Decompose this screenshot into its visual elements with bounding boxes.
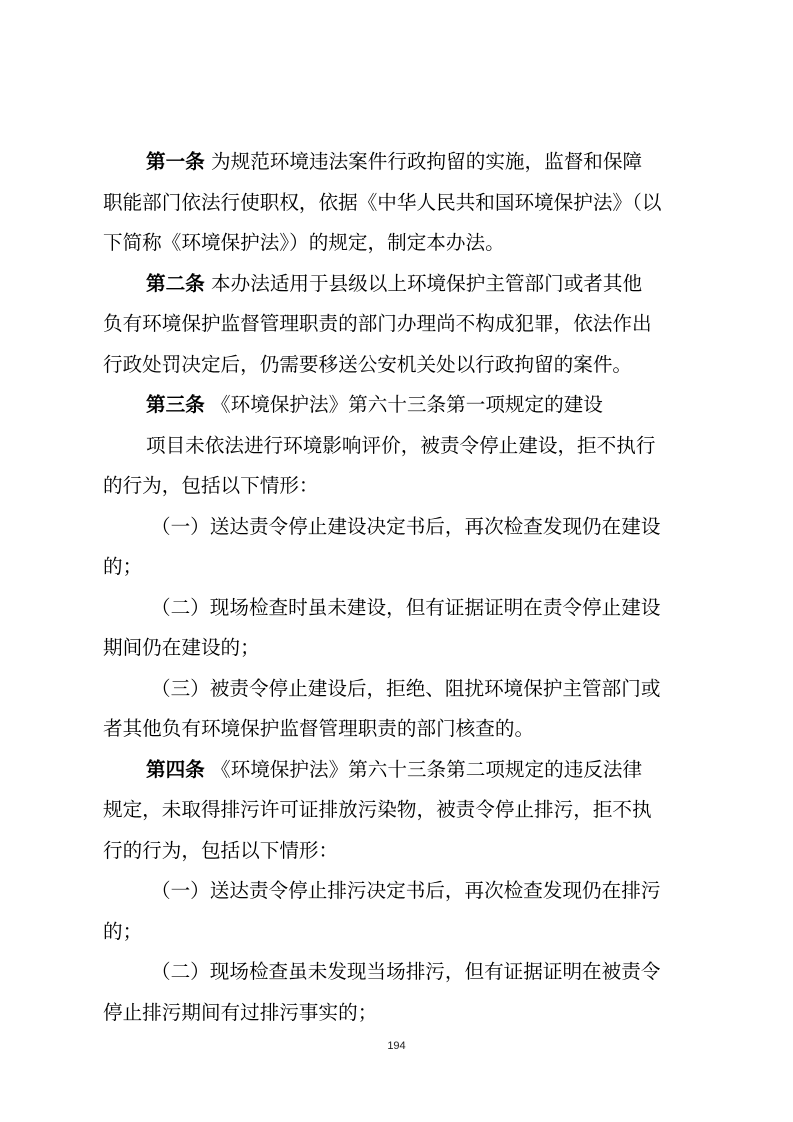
article-4-item-2-line-2 bbox=[103, 993, 695, 1034]
paragraph-text: 《环境保护法》第六十三条第一项规定的建设 bbox=[204, 393, 603, 416]
article-3-line-2 bbox=[103, 426, 695, 467]
article-3-item-1-line-1 bbox=[103, 507, 695, 548]
article-3-item-3-line-2 bbox=[103, 709, 695, 750]
article-heading: 第二条 bbox=[146, 271, 205, 295]
list-item-text: （三）被责令停止建设后，拒绝、阻扰环境保护主管部门或 bbox=[151, 676, 661, 700]
page-number: 194 bbox=[387, 1040, 406, 1052]
article-4-line-2 bbox=[103, 790, 695, 831]
article-3-line-1 bbox=[103, 385, 695, 426]
list-item-text: （一）送达责令停止排污决定书后，再次检查发现仍在排污 bbox=[151, 879, 661, 902]
list-item-text: 的； bbox=[103, 555, 143, 578]
article-4-item-2-line-1 bbox=[103, 952, 695, 993]
article-2-line-2 bbox=[103, 304, 695, 345]
article-4-line-1 bbox=[103, 750, 695, 791]
list-item-text: 停止排污期间有过排污事实的； bbox=[103, 1000, 378, 1024]
paragraph-text: 职能部门依法行使职权，依据《中华人民共和国环境保护法》（以 bbox=[103, 190, 662, 214]
list-item-text: （二）现场检查时虽未建设，但有证据证明在责令停止建设 bbox=[151, 595, 661, 619]
paragraph-text: 的行为，包括以下情形： bbox=[103, 474, 319, 497]
paragraph-text: 《环境保护法》第六十三条第二项规定的违反法律 bbox=[204, 757, 643, 781]
article-1-line-1 bbox=[103, 142, 695, 183]
list-item-text: （二）现场检查虽未发现当场排污，但有证据证明在被责令 bbox=[151, 960, 661, 983]
list-item-text: 期间仍在建设的； bbox=[103, 636, 260, 659]
article-3-item-2-line-1 bbox=[103, 588, 695, 629]
article-4-item-1-line-1 bbox=[103, 871, 695, 912]
article-4-item-1-line-2 bbox=[103, 912, 695, 953]
list-item-text: 的； bbox=[103, 919, 143, 943]
article-2-line-1 bbox=[103, 264, 695, 305]
article-1-line-2 bbox=[103, 183, 695, 224]
article-heading: 第三条 bbox=[146, 393, 205, 416]
list-item-text: （一）送达责令停止建设决定书后，再次检查发现仍在建设 bbox=[151, 514, 661, 538]
paragraph-text: 行的行为，包括以下情形： bbox=[103, 838, 339, 862]
paragraph-text: 规定，未取得排污许可证排放污染物，被责令停止排污，拒不执 bbox=[103, 798, 652, 821]
paragraph-text: 负有环境保护监督管理职责的部门办理尚不构成犯罪，依法作出 bbox=[103, 312, 652, 335]
document-body bbox=[103, 142, 695, 1033]
article-3-item-1-line-2 bbox=[103, 547, 695, 588]
article-3-item-2-line-2 bbox=[103, 628, 695, 669]
paragraph-text: 行政处罚决定后，仍需要移送公安机关处以行政拘留的案件。 bbox=[103, 352, 633, 376]
paragraph-text: 项目未依法进行环境影响评价，被责令停止建设，拒不执行 bbox=[146, 433, 656, 457]
paragraph-text: 本办法适用于县级以上环境保护主管部门或者其他 bbox=[204, 271, 643, 295]
paragraph-text: 下简称《环境保护法》）的规定，制定本办法。 bbox=[103, 231, 505, 254]
article-3-line-3 bbox=[103, 466, 695, 507]
article-heading: 第四条 bbox=[146, 757, 205, 781]
article-2-line-3 bbox=[103, 345, 695, 386]
paragraph-text: 为规范环境违法案件行政拘留的实施，监督和保障 bbox=[204, 150, 643, 173]
article-1-line-3 bbox=[103, 223, 695, 264]
article-3-item-3-line-1 bbox=[103, 669, 695, 710]
article-heading: 第一条 bbox=[146, 150, 205, 173]
list-item-text: 者其他负有环境保护监督管理职责的部门核查的。 bbox=[103, 717, 535, 740]
article-4-line-3 bbox=[103, 831, 695, 872]
